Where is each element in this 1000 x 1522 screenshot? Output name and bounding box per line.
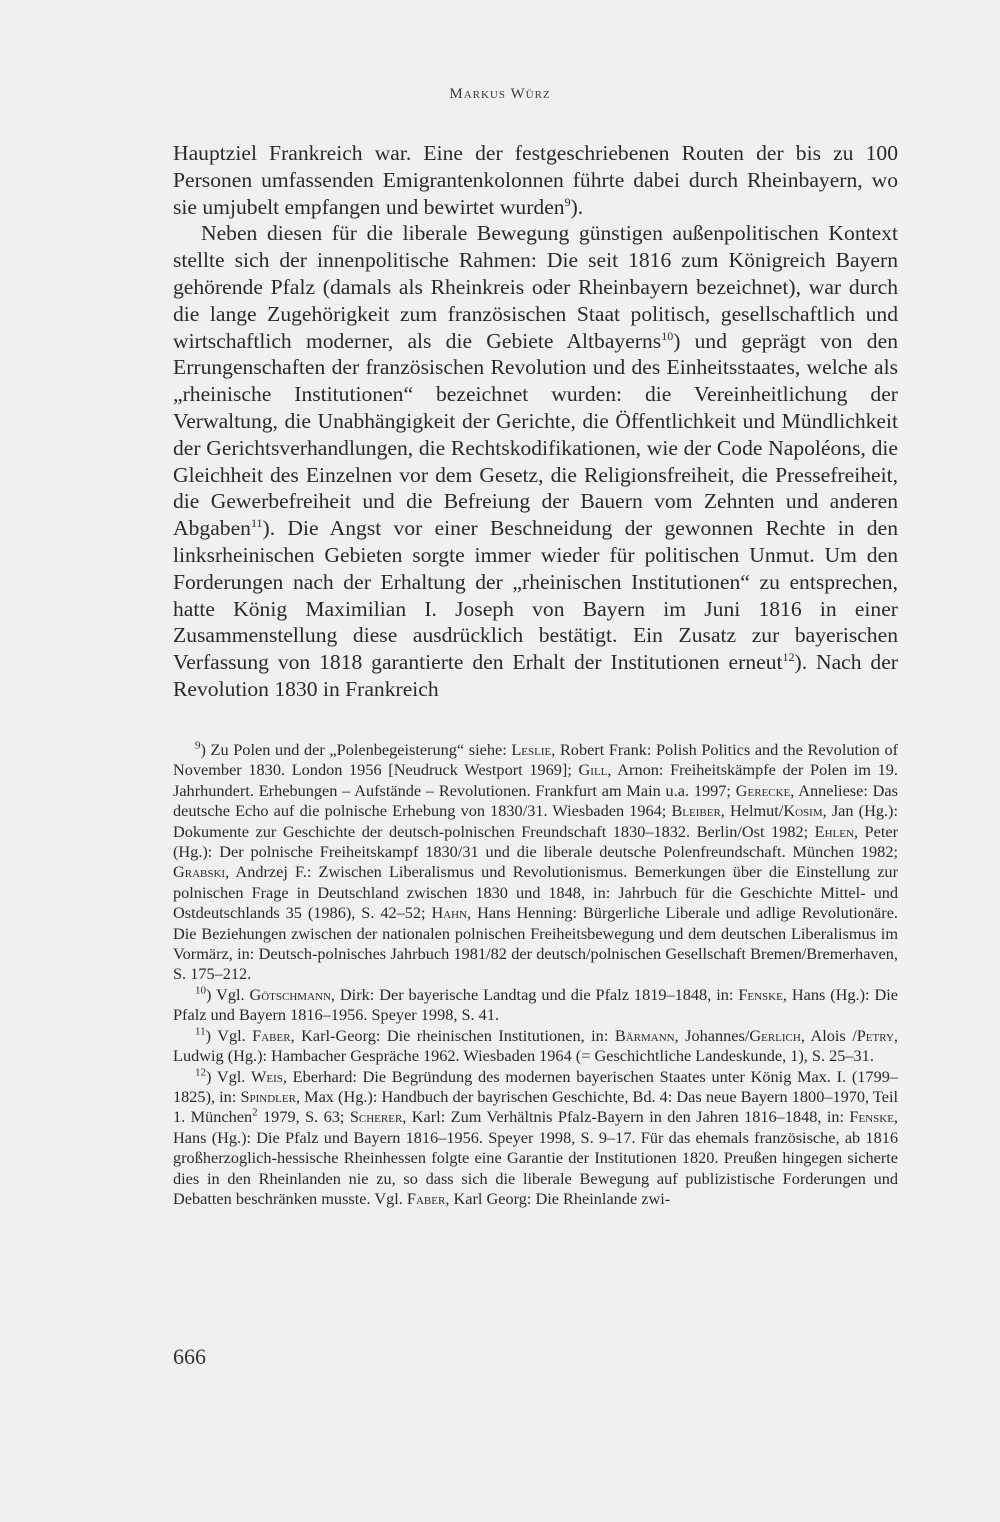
footnote-text: , Helmut/: [720, 801, 784, 821]
footnote-text: , Andrzej F.: Zwischen Liberalismus und Revolutionismus. Bemerkungen über die Einstellung zur polnischen Frage in Deutschland zwischen 1830 und 1848, in: Jahrbuch für die Geschichte Mittel- und Ostdeutschlands 35 (1986), S. 42–52;: [173, 862, 898, 923]
page-number: 666: [173, 1344, 206, 1369]
footnote-text: 1979, S. 63;: [257, 1107, 350, 1127]
author-name: Faber: [406, 1188, 446, 1208]
footnote-text: , Alois /: [800, 1025, 857, 1045]
footnote-number: 10: [195, 984, 206, 997]
edition-superscript: 2: [252, 1106, 258, 1119]
paragraph-text: Hauptziel Frankreich war. Eine der festgeschriebenen Routen der bis zu 100 Personen umfassenden Emigrantenkolonnen führte dabei durch Rheinbayern, wo sie umjubelt empfangen und bewirtet wurden: [173, 141, 898, 219]
footnote-text: , Johannes/: [674, 1025, 750, 1045]
footnote-11: [173, 1026, 898, 1067]
author-name: Bleiber: [671, 801, 721, 821]
footnote-text: , Robert Frank: Polish Politics and the Revolution of November 1830. London 1956 [Neudruck Westport 1969];: [173, 740, 899, 780]
author-name: Petry: [856, 1025, 894, 1045]
footnotes: [173, 740, 898, 1209]
footnote-text: , Arnon: Freiheitskämpfe der Polen im 19. Jahrhundert. Erhebungen – Aufstände – Revolutionen. Frankfurt am Main u.a. 1997;: [173, 760, 898, 800]
author-name: Gill: [578, 760, 608, 780]
author-name: Leslie: [511, 740, 552, 759]
author-name: Ehlen: [814, 821, 854, 841]
footnote-text: ) Zu Polen und der „Polenbegeisterung“ siehe:: [200, 740, 512, 759]
footnote-9: [173, 740, 898, 985]
author-name: Kosim: [783, 801, 823, 821]
author-name: Bärmann: [614, 1025, 675, 1045]
footnote-text: ) Vgl.: [205, 1025, 253, 1045]
author-name: Gerecke: [735, 780, 791, 800]
author-name: Fenske: [738, 984, 783, 1004]
author-name: Fenske: [849, 1107, 894, 1127]
footnote-number: 12: [195, 1066, 206, 1079]
footnote-text: , Karl Georg: Die Rheinlande zwi-: [445, 1188, 671, 1208]
footnote-text: ) Vgl.: [206, 1066, 252, 1086]
footnote-text: , Eberhard: Die Begründung des modernen bayerischen Staates unter König Max. I. (1799–1825), in:: [173, 1066, 898, 1106]
running-head: Markus Würz: [449, 86, 551, 102]
paragraph-text: ). Nach der Revolution 1830 in Frankreich: [173, 650, 898, 701]
paragraph-text: ). Die Angst vor einer Beschneidung der gewonnen Rechte in den linksrheinischen Gebieten sorgte immer wieder für politischen Unmut. Um den Forderungen nach der Erhaltung der „rheinischen Institutionen“ zu entsprechen, hatte König Maximilian I. Joseph von Bayern im Juni 1816 in einer Zusammenstellung diese ausdrücklich bestätigt. Ein Zusatz zur bayerischen Verfassung von 1818 garantierte den Erhalt der Institutionen erneut: [173, 516, 898, 675]
footnote-text: , Hans (Hg.): Die Pfalz und Bayern 1816–1956. Speyer 1998, S. 41.: [173, 984, 898, 1025]
main-text: [173, 140, 898, 703]
footnote-number: 11: [195, 1025, 206, 1038]
footnote-text: , Peter (Hg.): Der polnische Freiheitskampf 1830/31 und die liberale deutsche Polenfreundschaft. München 1982;: [173, 821, 898, 862]
footnote-text: , Hans (Hg.): Die Pfalz und Bayern 1816–1956. Speyer 1998, S. 9–17. Für das ehemals französische, ab 1816 großherzoglich-hessische Rheinhessen folgte eine Garantie der Institutionen 1820. Preußen hingegen sicherte dies in den Rheinlanden nie zu, so dass sich die liberale Bewegung auf publizistische Forderungen und Debatten beschränken musste. Vgl.: [173, 1107, 898, 1208]
footnote-ref-12[interactable]: 12: [782, 649, 795, 664]
footnote-ref-11[interactable]: 11: [250, 515, 263, 530]
author-name: Grabski: [173, 862, 226, 882]
footnote-text: , Hans Henning: Bürgerliche Liberale und adlige Revolutionäre. Die Beziehungen zwischen der nationalen polnischen Freiheitsbewegung und dem deutschen Liberalismus im Vormärz, in: Deutsch-polnisches Jahrbuch 1981/82 der deutsch/polnischen Gesellschaft Bremen/Bremerhaven, S. 175–212.: [173, 903, 898, 984]
footnote-text: , Dirk: Der bayerische Landtag und die Pfalz 1819–1848, in:: [330, 984, 739, 1004]
paragraph-text: Neben diesen für die liberale Bewegung günstigen außenpolitischen Kontext stellte sich der innenpolitische Rahmen: Die seit 1816 zum Königreich Bayern gehörende Pfalz (damals als Rheinkreis oder Rheinbayern bezeichnet), war durch die lange Zugehörigkeit zum französischen Staat politisch, gesellschaftlich und wirtschaftlich moderner, als die Gebiete Altbayerns: [173, 221, 898, 353]
footnote-text: , Anneliese: Das deutsche Echo auf die polnische Erhebung von 1830/31. Wiesbaden 1964;: [173, 780, 898, 821]
footnote-text: , Jan (Hg.): Dokumente zur Geschichte der deutsch-polnischen Freundschaft 1830–1832. Berlin/Ost 1982;: [173, 801, 898, 841]
author-name: Faber: [252, 1025, 291, 1045]
author-name: Scherer: [349, 1107, 403, 1127]
footnote-text: , Karl-Georg: Die rheinischen Institutionen, in:: [290, 1025, 615, 1045]
footnote-text: , Max (Hg.): Handbuch der bayrischen Geschichte, Bd. 4: Das neue Bayern 1800–1970, Teil 1. München: [173, 1086, 898, 1127]
footnote-text: , Karl: Zum Verhältnis Pfalz-Bayern in den Jahren 1816–1848, in:: [402, 1107, 850, 1127]
paragraph-text: ) und geprägt von den Errungenschaften der französischen Revolution und des Einheitsstaates, welche als „rheinische Institutionen“ bezeichnet wurden: die Vereinheitlichung der Verwaltung, die Unabhängigkeit der Gerichte, die Öffentlichkeit und Mündlichkeit der Gerichtsverhandlungen, die Rechtskodifikationen, wie der Code Napoléons, die Gleichheit des Einzelnen vor dem Gesetz, die Religionsfreiheit, die Pressefreiheit, die Gewerbefreiheit und die Befreiung der Bauern vom Zehnten und anderen Abgaben: [173, 328, 898, 541]
author-name: Weis: [251, 1066, 283, 1086]
footnote-number: 9: [195, 739, 201, 752]
footnote-text: ) Vgl.: [206, 984, 250, 1004]
author-name: Gerlich: [749, 1025, 801, 1045]
footnote-ref-10[interactable]: 10: [661, 328, 674, 343]
footnote-text: , Ludwig (Hg.): Hambacher Gespräche 1962. Wiesbaden 1964 (= Geschichtliche Landeskunde, 1), S. 25–31.: [173, 1025, 898, 1066]
footnote-12: [173, 1067, 898, 1210]
paragraph-1: [173, 140, 898, 220]
author-name: Hahn: [431, 903, 468, 923]
author-name: Götschmann: [249, 984, 331, 1004]
paragraph-text: ).: [570, 194, 584, 219]
footnote-ref-9[interactable]: 9: [564, 194, 571, 209]
paragraph-2: [173, 220, 898, 702]
footnote-10: [173, 985, 898, 1026]
author-name: Spindler: [240, 1086, 296, 1106]
